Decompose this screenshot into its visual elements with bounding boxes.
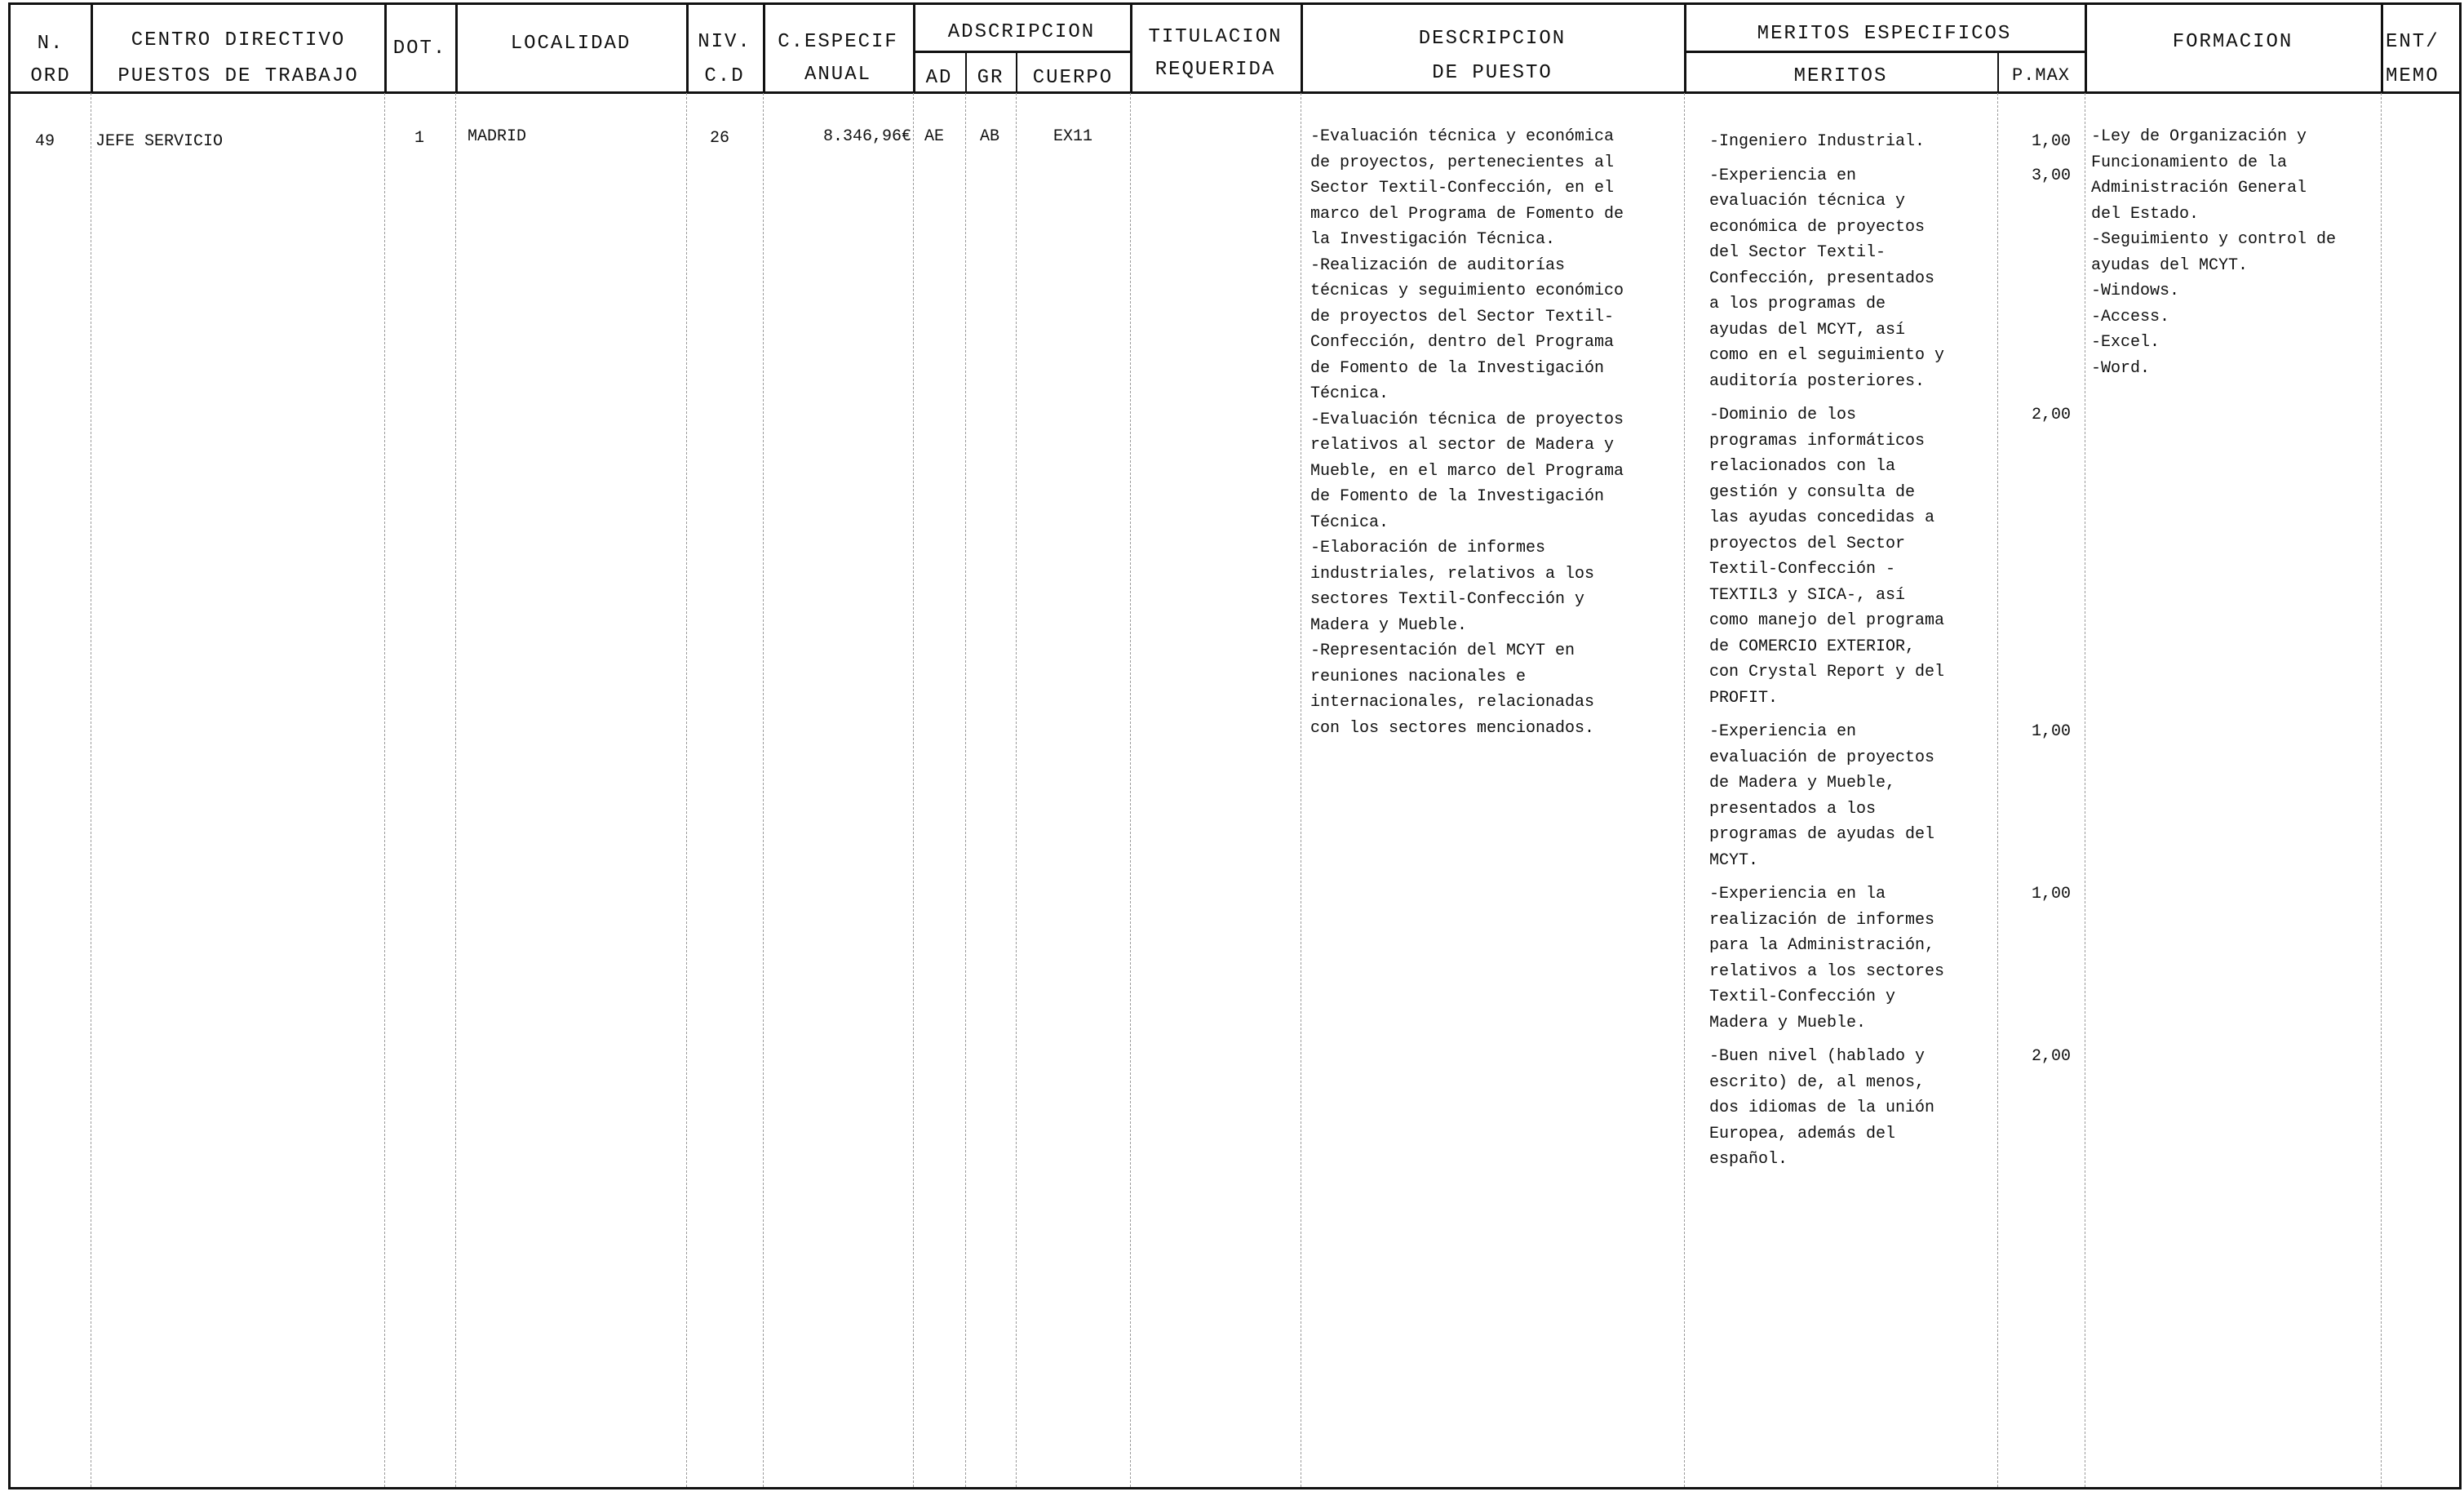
merito-block bbox=[1709, 129, 1995, 155]
header-cd: C.D bbox=[704, 65, 745, 87]
cell-puesto: JEFE SERVICIO bbox=[95, 132, 224, 151]
col-divider bbox=[686, 93, 687, 1487]
formacion-line: Funcionamiento de la bbox=[2091, 153, 2288, 172]
formacion-line: -Ley de Organización y bbox=[2091, 127, 2307, 146]
merito-line: español. bbox=[1709, 1150, 1788, 1169]
merito-block bbox=[1709, 402, 1995, 711]
merito-line: de Madera y Mueble, bbox=[1709, 774, 1896, 792]
merito-line: Textil-Confección y bbox=[1709, 988, 1896, 1006]
col-divider bbox=[455, 93, 456, 1487]
descripcion-line: industriales, relativos a los bbox=[1310, 564, 1595, 584]
cell-niv: 26 bbox=[710, 129, 730, 148]
formacion-line: -Access. bbox=[2091, 307, 2170, 326]
merito-line: realización de informes bbox=[1709, 910, 1935, 930]
cell-descripcion bbox=[1310, 124, 1677, 741]
cell-cuerpo: EX11 bbox=[1053, 127, 1093, 146]
merito-line: ayudas del MCYT, así bbox=[1709, 320, 1906, 340]
cell-localidad: MADRID bbox=[468, 127, 527, 146]
header-descripcion: DESCRIPCION bbox=[1418, 28, 1567, 50]
header-gr: GR bbox=[977, 67, 1004, 89]
merito-line: auditoría posteriores. bbox=[1709, 371, 1926, 391]
merito-line: a los programas de bbox=[1709, 295, 1886, 313]
descripcion-line: Sector Textil-Confección, en el bbox=[1310, 179, 1615, 198]
descripcion-line: Técnica. bbox=[1310, 513, 1389, 532]
formacion-line: Administración General bbox=[2091, 179, 2307, 198]
merito-line: -Experiencia en la bbox=[1709, 885, 1886, 903]
merito-line: TEXTIL3 y SICA-, así bbox=[1709, 585, 1906, 605]
cell-p-max bbox=[2005, 5, 2076, 1487]
header-ent: ENT/ bbox=[2386, 31, 2440, 53]
descripcion-line: -Evaluación técnica y económica bbox=[1310, 127, 1615, 146]
merito-line: -Dominio de los bbox=[1709, 406, 1857, 424]
cell-gr: AB bbox=[980, 127, 1000, 146]
col-divider bbox=[913, 93, 914, 1487]
descripcion-line: -Realización de auditorías bbox=[1310, 255, 1566, 275]
merito-line: como manejo del programa bbox=[1709, 611, 1945, 630]
descripcion-line: de Fomento de la Investigación bbox=[1310, 487, 1605, 506]
merito-line: -Ingeniero Industrial. bbox=[1709, 132, 1926, 151]
p-max-value: 1,00 bbox=[2031, 132, 2071, 151]
formacion-line: ayudas del MCYT. bbox=[2091, 255, 2249, 275]
descripcion-line: Mueble, en el marco del Programa bbox=[1310, 461, 1624, 481]
merito-line: relativos a los sectores bbox=[1709, 961, 1945, 981]
formacion-line: -Seguimiento y control de bbox=[2091, 230, 2337, 249]
descripcion-line: con los sectores mencionados. bbox=[1310, 718, 1595, 738]
job-table bbox=[8, 2, 2462, 1489]
merito-line: con Crystal Report y del bbox=[1709, 663, 1945, 681]
p-max-value: 1,00 bbox=[2031, 885, 2071, 903]
merito-line: Confección, presentados bbox=[1709, 269, 1935, 288]
header-memo: MEMO bbox=[2386, 65, 2440, 87]
cell-n-ord: 49 bbox=[35, 132, 55, 151]
merito-line: relacionados con la bbox=[1709, 457, 1896, 476]
descripcion-line: reuniones nacionales e bbox=[1310, 667, 1527, 686]
cell-ad: AE bbox=[924, 127, 945, 146]
header-dot: DOT. bbox=[392, 38, 447, 60]
merito-block bbox=[1709, 881, 1995, 1036]
header-bottom-rule bbox=[11, 91, 2459, 94]
merito-block bbox=[1709, 719, 1995, 873]
merito-line: presentados a los bbox=[1709, 799, 1877, 819]
col-divider bbox=[384, 93, 385, 1487]
header-de-puesto: DE PUESTO bbox=[1432, 62, 1553, 84]
col-divider bbox=[2381, 93, 2382, 1487]
col-divider bbox=[763, 93, 764, 1487]
header-adscripcion: ADSCRIPCION bbox=[947, 21, 1096, 43]
merito-line: del Sector Textil- bbox=[1709, 243, 1886, 262]
descripcion-line: -Evaluación técnica de proyectos bbox=[1310, 410, 1624, 429]
merito-line: Textil-Confección - bbox=[1709, 560, 1896, 579]
header-n-ord: N. bbox=[37, 33, 64, 55]
descripcion-line: Técnica. bbox=[1310, 384, 1389, 403]
col-divider bbox=[1130, 93, 1131, 1487]
descripcion-line: la Investigación Técnica. bbox=[1310, 230, 1556, 249]
header-niv: NIV. bbox=[698, 31, 751, 53]
descripcion-line: -Representación del MCYT en bbox=[1310, 641, 1575, 660]
merito-line: PROFIT. bbox=[1709, 688, 1779, 708]
header-meritos: MERITOS bbox=[1793, 65, 1888, 87]
merito-line: Madera y Mueble. bbox=[1709, 1013, 1867, 1032]
header-ad: AD bbox=[925, 67, 953, 89]
col-divider bbox=[965, 93, 966, 1487]
merito-line: para la Administración, bbox=[1709, 936, 1935, 955]
p-max-value: 2,00 bbox=[2031, 1047, 2071, 1066]
header-titulacion: TITULACION bbox=[1148, 26, 1283, 48]
descripcion-line: de Fomento de la Investigación bbox=[1310, 358, 1605, 378]
merito-line: -Experiencia en bbox=[1709, 722, 1857, 741]
merito-line: de COMERCIO EXTERIOR, bbox=[1709, 637, 1916, 656]
merito-line: gestión y consulta de bbox=[1709, 482, 1916, 502]
merito-line: programas informáticos bbox=[1709, 431, 1926, 451]
col-divider bbox=[1684, 93, 1685, 1487]
col-divider bbox=[1997, 93, 1998, 1487]
merito-line: las ayudas concedidas a bbox=[1709, 508, 1935, 527]
cell-formacion bbox=[2091, 124, 2377, 381]
descripcion-line: técnicas y seguimiento económico bbox=[1310, 282, 1624, 300]
p-max-value: 1,00 bbox=[2031, 722, 2071, 741]
header-localidad: LOCALIDAD bbox=[510, 33, 632, 55]
formacion-line: -Windows. bbox=[2091, 282, 2180, 300]
header-puestos-de-trabajo: PUESTOS DE TRABAJO bbox=[117, 65, 359, 87]
header-anual: ANUAL bbox=[804, 64, 871, 86]
header-meritos-especificos: MERITOS ESPECIFICOS bbox=[1757, 23, 2012, 45]
merito-line: MCYT. bbox=[1709, 850, 1759, 870]
descripcion-line: internacionales, relacionadas bbox=[1310, 693, 1595, 712]
merito-line: dos idiomas de la unión bbox=[1709, 1099, 1935, 1117]
merito-line: -Experiencia en bbox=[1709, 166, 1857, 185]
merito-block bbox=[1709, 1044, 1995, 1173]
descripcion-line: -Elaboración de informes bbox=[1310, 539, 1546, 557]
cell-c-especif: 8.346,96€ bbox=[822, 127, 911, 146]
adscripcion-underline bbox=[913, 51, 1130, 53]
p-max-value: 2,00 bbox=[2031, 406, 2071, 424]
merito-line: proyectos del Sector bbox=[1709, 534, 1906, 553]
formacion-line: -Excel. bbox=[2091, 333, 2160, 352]
merito-line: evaluación técnica y bbox=[1709, 192, 1906, 211]
descripcion-line: marco del Programa de Fomento de bbox=[1310, 204, 1624, 224]
header-requerida: REQUERIDA bbox=[1154, 59, 1276, 81]
formacion-line: del Estado. bbox=[2091, 204, 2200, 224]
header-p-max: P.MAX bbox=[2011, 65, 2070, 86]
col-divider bbox=[1016, 93, 1017, 1487]
formacion-line: -Word. bbox=[2091, 358, 2151, 378]
descripcion-line: relativos al sector de Madera y bbox=[1310, 436, 1615, 455]
descripcion-line: de proyectos, pertenecientes al bbox=[1310, 153, 1615, 172]
header-formacion: FORMACION bbox=[2172, 31, 2293, 53]
descripcion-line: de proyectos del Sector Textil- bbox=[1310, 307, 1615, 326]
header-n-ord-2: ORD bbox=[30, 65, 71, 87]
merito-line: como en el seguimiento y bbox=[1709, 346, 1945, 365]
merito-line: económica de proyectos bbox=[1709, 217, 1926, 237]
header-c-especif: C.ESPECIF bbox=[778, 31, 898, 53]
descripcion-line: sectores Textil-Confección y bbox=[1310, 590, 1585, 609]
header-centro-directivo: CENTRO DIRECTIVO bbox=[131, 29, 346, 51]
cell-dot: 1 bbox=[414, 129, 425, 148]
cell-meritos bbox=[1709, 129, 1995, 1181]
descripcion-line: Confección, dentro del Programa bbox=[1310, 333, 1615, 352]
merito-line: evaluación de proyectos bbox=[1709, 748, 1935, 767]
merito-line: Europea, además del bbox=[1709, 1124, 1896, 1143]
p-max-value: 3,00 bbox=[2031, 166, 2071, 185]
merito-line: programas de ayudas del bbox=[1709, 825, 1935, 844]
merito-line: escrito) de, al menos, bbox=[1709, 1072, 1926, 1092]
merito-block bbox=[1709, 163, 1995, 395]
header-cuerpo: CUERPO bbox=[1032, 67, 1114, 89]
descripcion-line: Madera y Mueble. bbox=[1310, 615, 1468, 635]
merito-line: -Buen nivel (hablado y bbox=[1709, 1047, 1926, 1066]
